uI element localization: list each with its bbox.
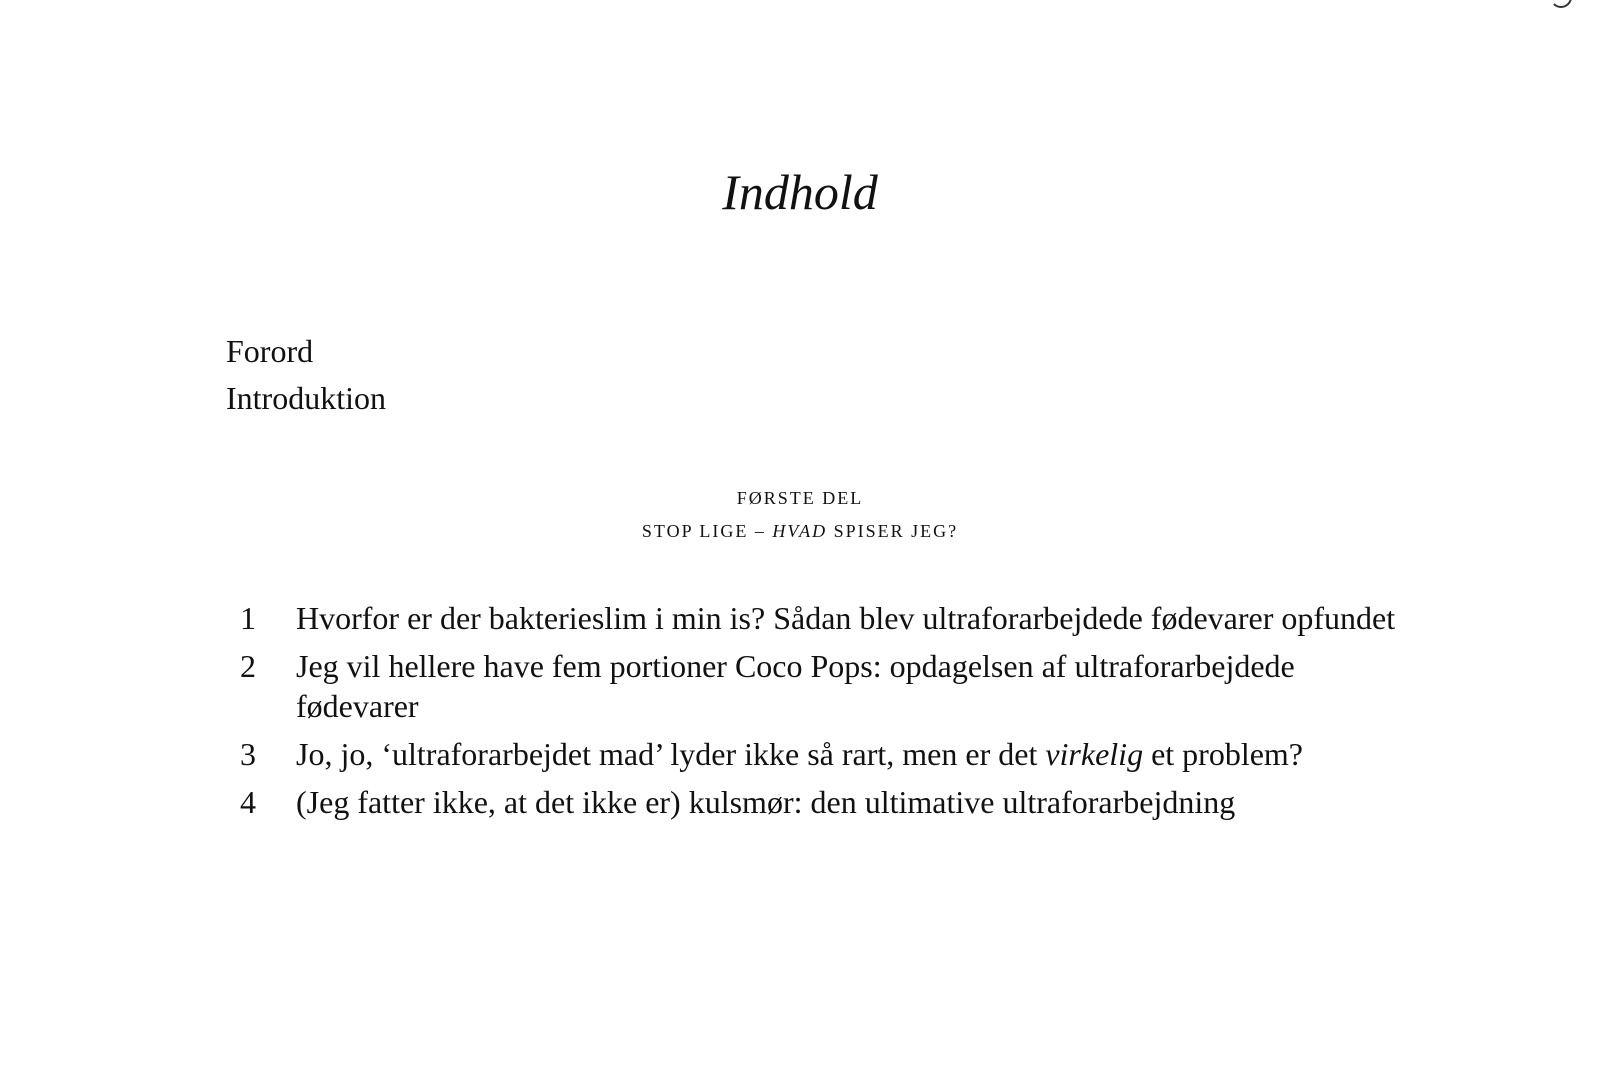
chapter-title-emphasis: virkelig <box>1045 736 1144 772</box>
part-subtitle-end: SPISER JEG? <box>827 521 959 541</box>
chapter-entry-2[interactable] <box>240 646 1420 726</box>
chapter-title: (Jeg fatter ikke, at det ikke er) kulsmør: den ultimative ultraforarbejdning <box>296 784 1236 820</box>
part-subtitle <box>0 515 1600 548</box>
chapter-title-end: et problem? <box>1143 736 1303 772</box>
part-subtitle-emphasis: HVAD <box>772 521 828 541</box>
part-label: FØRSTE DEL <box>736 488 864 508</box>
chapter-entry-3[interactable] <box>240 734 1420 774</box>
chapter-entry-4[interactable] <box>240 782 1420 822</box>
corner-decoration <box>1550 0 1572 8</box>
part-subtitle-start: STOP LIGE – <box>641 521 773 541</box>
chapter-list <box>240 598 1420 830</box>
chapter-number: 2 <box>240 648 256 684</box>
chapter-number: 4 <box>240 784 256 820</box>
page-title: Indhold <box>722 164 878 220</box>
chapter-number: 3 <box>240 736 256 772</box>
toc-entry-forord[interactable]: Forord <box>226 333 314 369</box>
chapter-title-start: Jo, jo, ‘ultraforarbejdet mad’ lyder ikke så rart, men er det <box>296 736 1046 772</box>
chapter-entry-1[interactable] <box>240 598 1420 638</box>
front-matter-list <box>226 328 386 422</box>
part-heading <box>0 482 1600 548</box>
chapter-title: Hvorfor er der bakterieslim i min is? Sådan blev ultraforarbejdede fødevarer opfundet <box>296 600 1396 636</box>
chapter-number: 1 <box>240 600 256 636</box>
chapter-title <box>296 734 1420 774</box>
chapter-title: Jeg vil hellere have fem portioner Coco Pops: opdagelsen af ultraforarbejdede fødevarer <box>296 648 1295 724</box>
toc-entry-introduktion[interactable]: Introduktion <box>226 380 386 416</box>
